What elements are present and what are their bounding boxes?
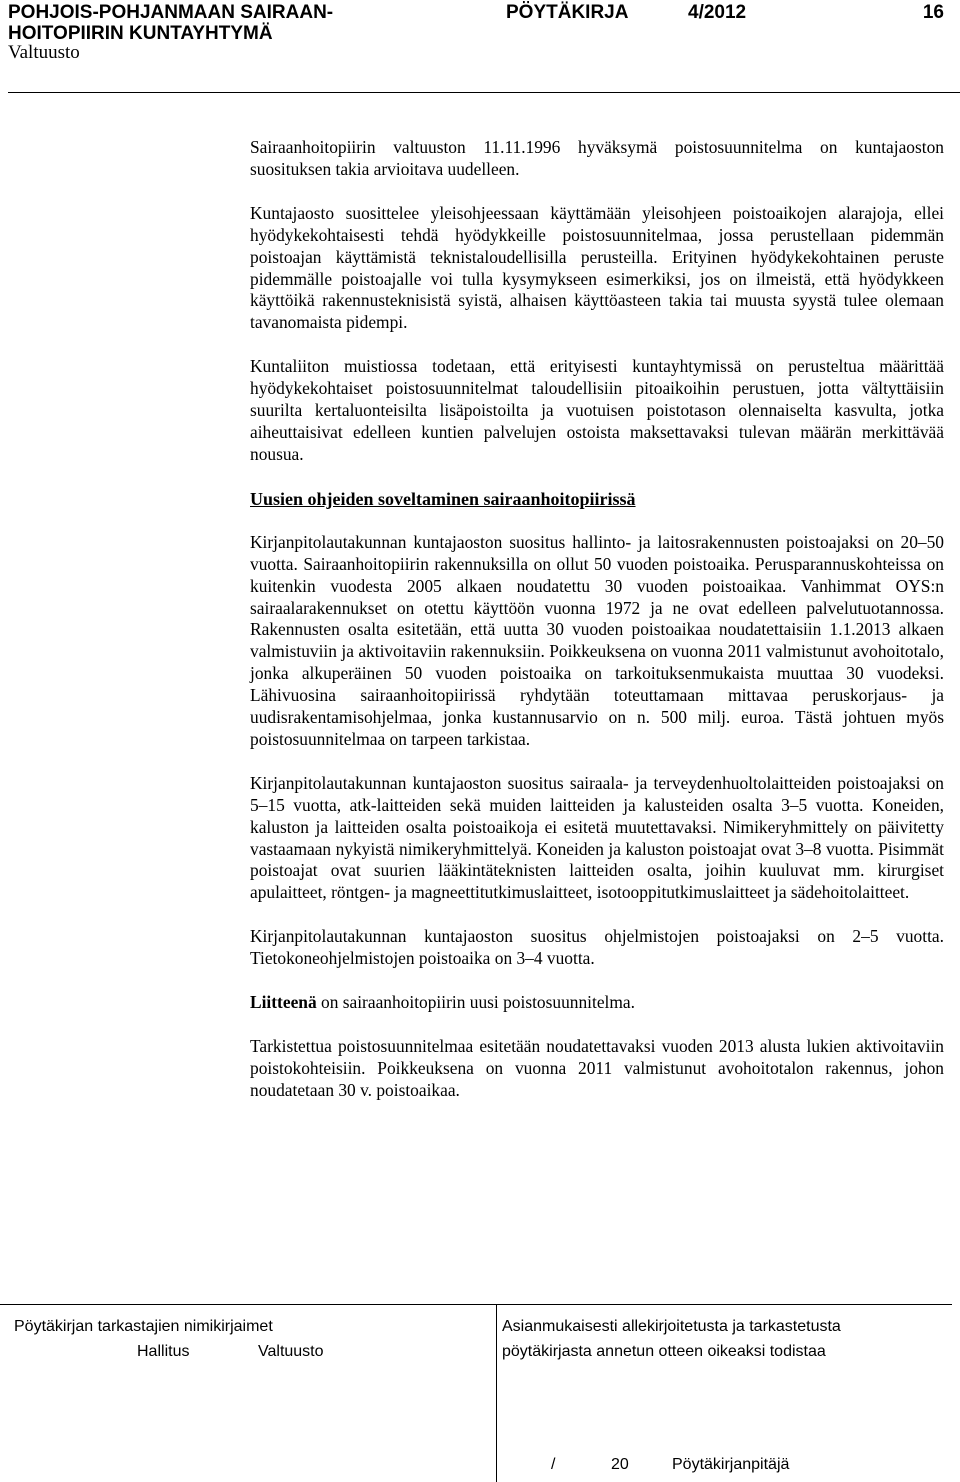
organization-line-2: HOITOPIIRIN KUNTAYHTYMÄ xyxy=(8,23,273,44)
document-header xyxy=(8,0,952,96)
attachment-label: Liitteenä xyxy=(250,992,317,1013)
document-number: 4/2012 xyxy=(688,2,747,23)
paragraph-8: Tarkistettua poistosuunnitelmaa esitetään noudatettavaksi vuoden 2013 alusta lukien aktivoitaviin poistokohteisiin. Poikkeuksena on vuonna 2011 valmistunut avohoitotalon rakennus, johon noudatetaan 30 v. poistoaikaa. xyxy=(250,1036,944,1100)
header-divider xyxy=(8,92,960,93)
document-body xyxy=(250,137,944,1124)
attachment-text: on sairaanhoitopiirin uusi poistosuunnitelma. xyxy=(316,992,635,1013)
document-type: PÖYTÄKIRJA xyxy=(506,2,629,23)
paragraph-7 xyxy=(250,992,944,1014)
certification-line-1: Asianmukaisesti allekirjoitetusta ja tarkastetusta xyxy=(502,1318,841,1335)
total-pages: 20 xyxy=(611,1456,629,1473)
minutes-keeper-label: Pöytäkirjanpitäjä xyxy=(672,1456,790,1473)
paragraph-2: Kuntajaosto suosittelee yleisohjeessaan käyttämään yleisohjeen poistoaikojen alarajoja, ellei hyödykekohtaisesti tehdä hyödykkeille poistosuunnitelmaa, jossa perustellaan pidemmän poistoajan käyttämistä teknistaloudellisilla perusteilla. Erityinen hyödykekohtainen peruste pidemmälle poistoajalle voi tulla kysymykseen esimerkiksi, jos on ilmeistä, että hyödykkeen käyttöikä rakennusteknisistä syistä, alhaisen käyttöasteen takia tai muusta syystä tulee olemaan tavanomaista pidempi. xyxy=(250,202,944,333)
paragraph-3: Kuntaliiton muistiossa todetaan, että erityisesti kuntayhtymissä on perusteltua määrittää hyödykekohtaiset poistosuunnitelmat taloudellisiin pitoaikoihin perustuen, jotta vältyttäisiin suurilta kertaluonteisilta lisäpoistoilta ja vuotuisen poistotason olennaiselta kasvulta, jotka aiheuttaisivat edelleen kuntien palvelujen ostoista maksettavaksi tulevan määrän merkittävää nousua. xyxy=(250,356,944,464)
document-footer xyxy=(0,1304,960,1482)
footer-column-divider xyxy=(496,1304,497,1482)
footer-divider xyxy=(0,1304,952,1305)
inspectors-initials-label: Pöytäkirjan tarkastajien nimikirjaimet xyxy=(14,1318,273,1335)
paragraph-6: Kirjanpitolautakunnan kuntajaoston suositus ohjelmistojen poistoajaksi on 2–5 vuotta. Tietokoneohjelmistojen poistoaika on 3–4 vuotta. xyxy=(250,926,944,969)
paragraph-4: Kirjanpitolautakunnan kuntajaoston suositus hallinto- ja laitosrakennusten poistoajaksi on 20–50 vuotta. Sairaanhoitopiirin rakennuksilla on ollut 50 vuoden poistoaika. Perusparannuskohteissa on kuitenkin vuodesta 2005 alkaen noudatettu 30 vuoden poistoaikaa. Vanhimmat OYS:n sairaalarakennukset on otettu käyttöön vuonna 1972 ja ne ovat edelleen palvelutuotannossa. Rakennusten osalta esitetään, että uutta 30 vuoden poistoaikaa noudatettaisiin 1.1.2013 alkaen valmistuviin ja aktivoitaviin rakennuksiin. Poikkeuksena on vuonna 2011 valmistunut avohoitotalo, jonka alkuperäinen 50 vuoden poistoaika on tarkoituksenmukaista muuttaa 30 vuodeksi. Lähivuosina sairaanhoitopiirissä ryhdytään toteuttamaan mittavaa peruskorjaus- ja uudisrakentamisohjelmaa, jonka kustannusarvio on n. 500 milj. euroa. Tästä johtuen myös poistosuunnitelmaa on tarpeen tarkistaa. xyxy=(250,531,944,749)
valtuusto-label: Valtuusto xyxy=(258,1343,324,1360)
paragraph-5: Kirjanpitolautakunnan kuntajaoston suositus sairaala- ja terveydenhuoltolaitteiden poistoajaksi on 5–15 vuotta, atk-laitteiden sekä muiden laitteiden ja kalusteiden osalta 3–5 vuotta. Koneiden, kaluston ja laitteiden osalta poistoaikoja ei esitetä muutettavaksi. Nimikeryhmittely on päivitetty vastaamaan nykyistä nimikeryhmittelyä. Koneiden ja kaluston poistoajat ovat 3–8 vuotta. Pisimmät poistoajat ovat suurien lääkintäteknisten laitteiden osalta, joihin kuuluvat mm. kirurgiset apulaitteet, röntgen- ja magneettitutkimuslaitteet, isotooppitutkimuslaitteet ja sädehoitolaitteet. xyxy=(250,772,944,903)
hallitus-label: Hallitus xyxy=(137,1343,190,1360)
certification-line-2: pöytäkirjasta annetun otteen oikeaksi todistaa xyxy=(502,1343,826,1360)
paragraph-1: Sairaanhoitopiirin valtuuston 11.11.1996 hyväksymä poistosuunnitelma on kuntajaoston suosituksen takia arvioitava uudelleen. xyxy=(250,137,944,179)
page-number: 16 xyxy=(922,2,944,23)
body-name: Valtuusto xyxy=(8,42,80,63)
section-heading: Uusien ohjeiden soveltaminen sairaanhoitopiirissä xyxy=(250,488,636,509)
organization-name xyxy=(8,2,333,44)
date-separator: / xyxy=(551,1456,556,1473)
organization-line-1: POHJOIS-POHJANMAAN SAIRAAN- xyxy=(8,2,334,23)
